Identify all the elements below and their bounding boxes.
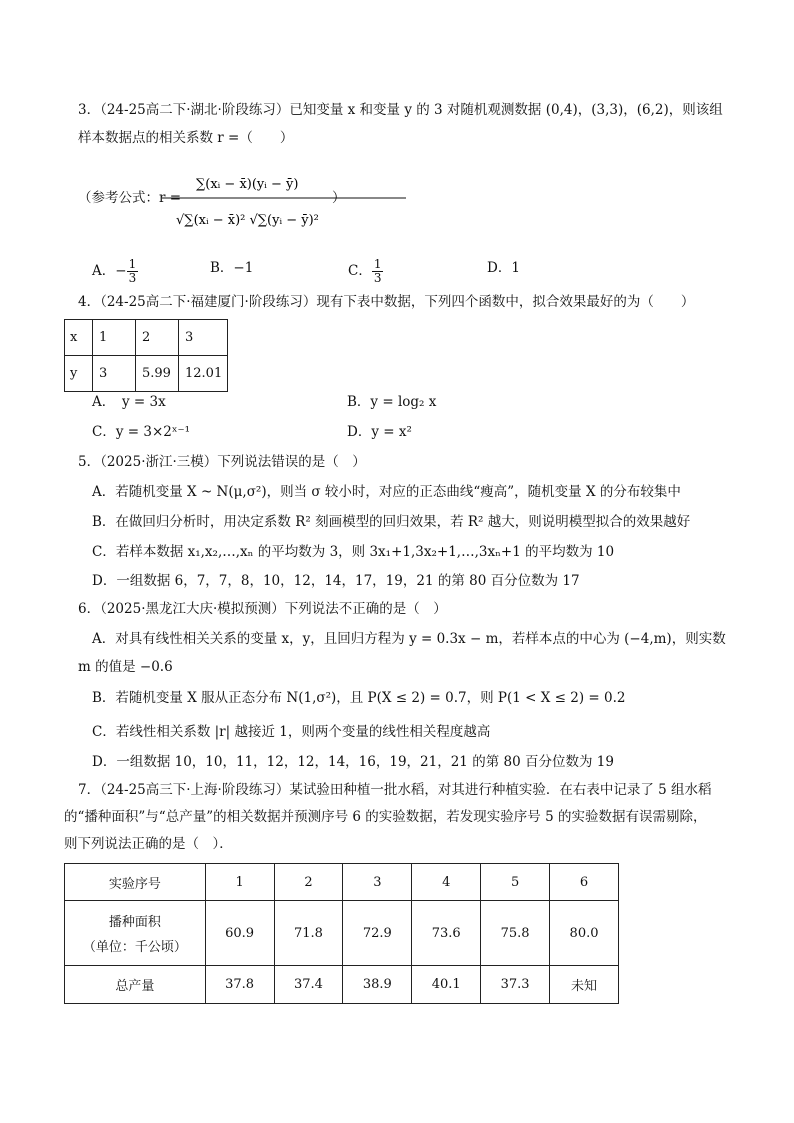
q3-formula-suffix: ）: [332, 190, 346, 206]
table-cell: 75.8: [481, 901, 550, 966]
table-cell: 37.3: [481, 966, 550, 1004]
q3-option-c-label: C．: [348, 263, 372, 279]
table-cell: 5.99: [136, 356, 179, 392]
table-cell: x: [65, 320, 93, 356]
table-cell: 38.9: [343, 966, 412, 1004]
formula-numerator: ∑(xᵢ − x̄)(yᵢ − ȳ): [196, 177, 299, 192]
row-label-line: 播种面积: [108, 915, 161, 930]
q6-option-d[interactable]: D．一组数据 10，10，11，12，12，14，16，19，21，21 的第 80 百分位数为 19: [92, 754, 614, 770]
q3-option-c[interactable]: [348, 258, 383, 285]
table-cell: 未知: [550, 966, 619, 1004]
table-cell: 37.8: [205, 966, 274, 1004]
table-cell: 12.01: [179, 356, 228, 392]
table-cell: 80.0: [550, 901, 619, 966]
q6-option-b[interactable]: B．若随机变量 X 服从正态分布 N(1,σ²)，且 P(X ≤ 2) = 0.7，则 P(1 < X ≤ 2) = 0.2: [92, 690, 626, 706]
q5-option-b[interactable]: B．在做回归分析时，用决定系数 R² 刻画模型的回归效果，若 R² 越大，则说明模型拟合的效果越好: [92, 514, 691, 530]
q7-stem-line1: 7．（24-25高三下·上海·阶段练习）某试验田种植一批水稻，对其进行种植实验．在右表中记录了 5 组水稻: [78, 782, 712, 798]
table-row: [65, 320, 228, 356]
table-header-cell: 3: [343, 864, 412, 901]
q6-option-c[interactable]: C．若线性相关系数 |r| 越接近 1，则两个变量的线性相关程度越高: [92, 724, 491, 740]
q3-option-a-fraction: $\frac{1}{3}$: [128, 257, 137, 285]
q3-option-a-sign: −: [115, 263, 127, 279]
table-cell: 37.4: [274, 966, 343, 1004]
table-cell: 2: [136, 320, 179, 356]
table-cell: 3: [179, 320, 228, 356]
q4-stem: 4．（24-25高二下·福建厦门·阶段练习）现有下表中数据，下列四个函数中，拟合效果最好的为（ ）: [78, 294, 695, 310]
row-label-unit: （单位：千公顷）: [82, 940, 187, 955]
table-cell: 60.9: [205, 901, 274, 966]
q3-formula-prefix: （参考公式：r =: [78, 190, 182, 206]
table-cell: 72.9: [343, 901, 412, 966]
q4-option-c[interactable]: C．y = 3×2ˣ⁻¹: [92, 424, 191, 440]
q5-option-c[interactable]: C．若样本数据 x₁,x₂,…,xₙ 的平均数为 3，则 3x₁+1,3x₂+1,…,3xₙ+1 的平均数为 10: [92, 544, 615, 560]
q3-option-c-fraction: $\frac{1}{3}$: [373, 257, 382, 285]
q7-data-table: [64, 863, 619, 1004]
q4-option-a[interactable]: A． y = 3x: [92, 394, 166, 410]
q5-option-d[interactable]: D．一组数据 6，7，7，8，10，12，14，17，19，21 的第 80 百分位数为 17: [92, 573, 580, 589]
table-header-cell: 4: [412, 864, 481, 901]
table-header-cell: 6: [550, 864, 619, 901]
table-cell: 73.6: [412, 901, 481, 966]
q7-stem-line3: 则下列说法正确的是（ ）．: [64, 836, 233, 852]
correlation-formula-graphic: [156, 158, 411, 240]
table-header-cell: 2: [274, 864, 343, 901]
table-cell: y: [65, 356, 93, 392]
table-row: [65, 864, 619, 901]
q7-stem-line2: 的“播种面积”与“总产量”的相关数据并预测序号 6 的实验数据，若发现实验序号 5 的实验数据有误需剔除，: [64, 809, 707, 825]
q6-option-a-line2: m 的值是 −0.6: [78, 659, 173, 675]
row-label-sowing-area: [65, 901, 206, 966]
table-row: [65, 966, 619, 1004]
table-header-cell: 5: [481, 864, 550, 901]
q6-option-a-line1[interactable]: A．对具有线性相关关系的变量 x，y，且回归方程为 y = 0.3x − m，若样本点的中心为 (−4,m)，则实数: [92, 631, 726, 647]
table-cell: 3: [93, 356, 136, 392]
q3-option-b[interactable]: B．−1: [210, 260, 254, 276]
q3-option-a[interactable]: [92, 258, 138, 285]
q6-stem: 6．（2025·黑龙江大庆·模拟预测）下列说法不正确的是（ ）: [78, 601, 447, 617]
formula-denominator: √∑(xᵢ − x̄)² √∑(yᵢ − ȳ)²: [176, 213, 319, 228]
q4-data-table: [64, 319, 228, 392]
table-header-cell: 1: [205, 864, 274, 901]
q3-stem-line1: 3．（24-25高二下·湖北·阶段练习）已知变量 x 和变量 y 的 3 对随机观测数据 (0,4)，(3,3)，(6,2)，则该组: [78, 102, 723, 118]
q5-stem: 5．（2025·浙江·三模）下列说法错误的是（ ）: [78, 454, 366, 470]
table-cell: 71.8: [274, 901, 343, 966]
table-header-cell: 实验序号: [65, 864, 206, 901]
table-row: [65, 901, 619, 966]
table-cell: 1: [93, 320, 136, 356]
q4-option-b[interactable]: B．y = log₂ x: [347, 394, 437, 410]
table-row: [65, 356, 228, 392]
q3-option-a-label: A．: [92, 263, 116, 279]
q3-option-d[interactable]: D．1: [487, 260, 520, 276]
table-cell: 40.1: [412, 966, 481, 1004]
q4-option-d[interactable]: D．y = x²: [347, 424, 412, 440]
q3-stem-line2: 样本数据点的相关系数 r =（ ）: [78, 130, 294, 146]
q5-option-a[interactable]: A．若随机变量 X ~ N(μ,σ²)，则当 σ 较小时，对应的正态曲线“瘦高”，随机变量 X 的分布较集中: [92, 484, 681, 500]
row-label-total-output: 总产量: [65, 966, 206, 1004]
